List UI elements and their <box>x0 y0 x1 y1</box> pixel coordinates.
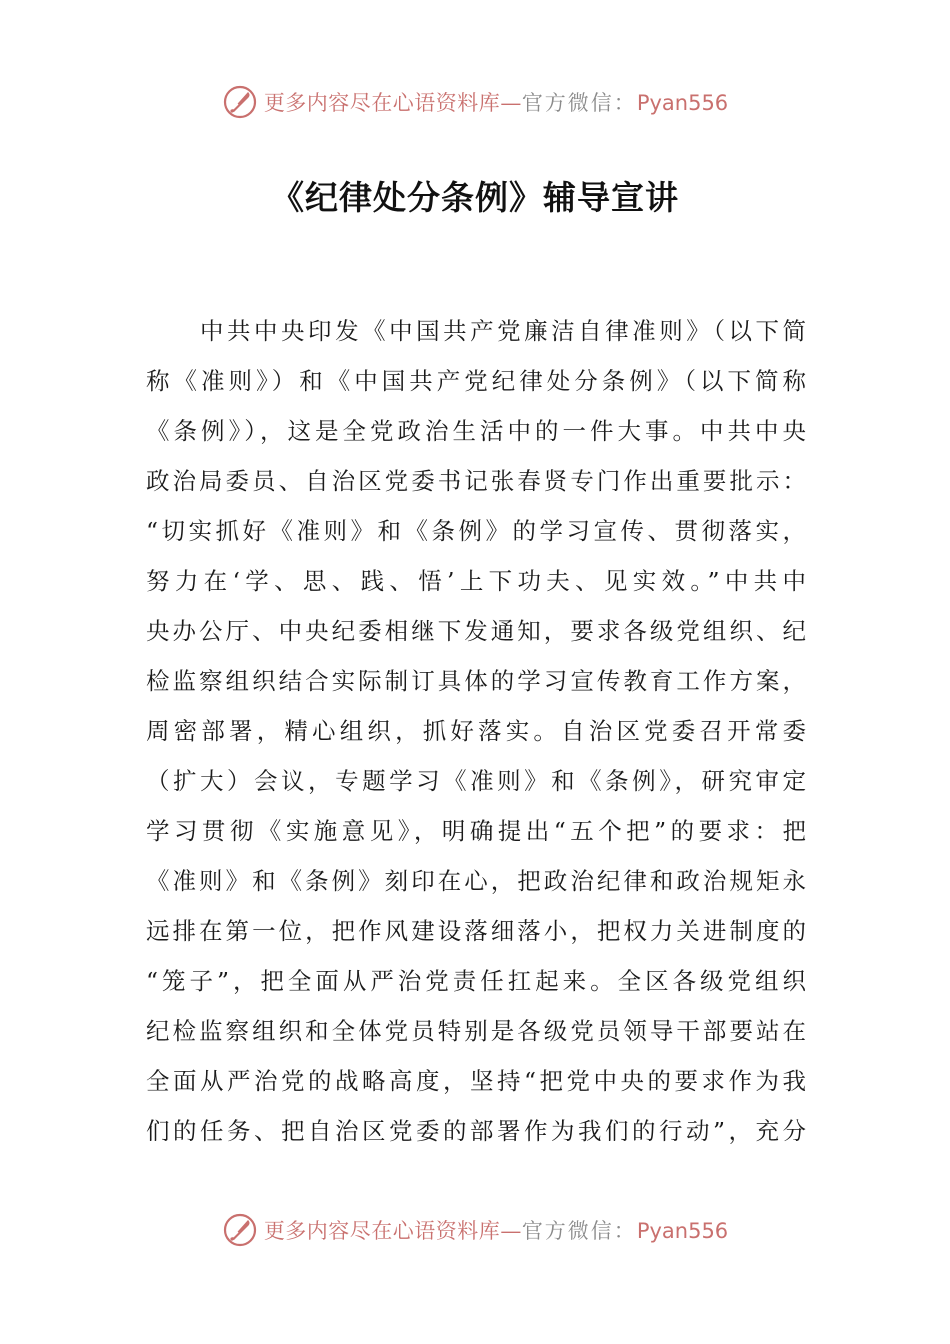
body-text-line: 们的任务、把自治区党委的部署作为我们的行动”，充分 <box>146 1117 806 1145</box>
body-text-line: 全面从严治党的战略高度，坚持“把党中央的要求作为我 <box>146 1067 806 1095</box>
body-text-line: 周密部署，精心组织，抓好落实。自治区党委召开常委 <box>146 717 806 745</box>
header-watermark-official-label: 官方微信： <box>521 91 637 115</box>
quill-pen-logo-icon <box>222 84 258 120</box>
document-title: 《纪律处分条例》辅导宣讲 <box>271 178 679 217</box>
body-text-line: 央办公厅、中央纪委相继下发通知，要求各级党组织、纪 <box>146 617 806 645</box>
footer-watermark-separator: — <box>500 1219 522 1243</box>
header-watermark-main: 更多内容尽在心语资料库 <box>263 91 501 115</box>
document-body <box>146 306 806 1156</box>
footer-watermark-official-label: 官方微信： <box>521 1219 637 1243</box>
body-text-line: 远排在第一位，把作风建设落细落小，把权力关进制度的 <box>146 917 806 945</box>
body-text-line: 努力在‘学、思、践、悟’上下功夫、见实效。”中共中 <box>146 567 806 595</box>
header-watermark-text <box>264 87 728 117</box>
header-watermark-separator: — <box>500 91 522 115</box>
body-text-line: “切实抓好《准则》和《条例》的学习宣传、贯彻落实， <box>146 517 806 545</box>
body-text-line: 称《准则》）和《中国共产党纪律处分条例》（以下简称 <box>146 367 806 395</box>
quill-pen-logo-icon <box>222 1212 258 1248</box>
body-text-line: 《准则》和《条例》刻印在心，把政治纪律和政治规矩永 <box>146 867 806 895</box>
header-watermark-wechat-id: Pyan556 <box>636 91 729 115</box>
body-text-line: （扩大）会议，专题学习《准则》和《条例》，研究审定 <box>146 767 806 795</box>
body-text-line: 中共中央印发《中国共产党廉洁自律准则》（以下简 <box>146 317 806 345</box>
body-text-line: 纪检监察组织和全体党员特别是各级党员领导干部要站在 <box>146 1017 806 1045</box>
footer-watermark-text <box>264 1215 728 1245</box>
body-text-line: 学习贯彻《实施意见》，明确提出“五个把”的要求：把 <box>146 817 806 845</box>
body-text-line: “笼子”，把全面从严治党责任扛起来。全区各级党组织 <box>146 967 806 995</box>
body-text-line: 《条例》），这是全党政治生活中的一件大事。中共中央 <box>146 417 806 445</box>
footer-watermark-banner <box>0 1210 950 1250</box>
footer-watermark-main: 更多内容尽在心语资料库 <box>263 1219 501 1243</box>
footer-watermark-wechat-id: Pyan556 <box>636 1219 729 1243</box>
header-watermark-banner <box>0 82 950 122</box>
body-text-line: 检监察组织结合实际制订具体的学习宣传教育工作方案， <box>146 667 806 695</box>
body-text-line: 政治局委员、自治区党委书记张春贤专门作出重要批示： <box>146 467 806 495</box>
